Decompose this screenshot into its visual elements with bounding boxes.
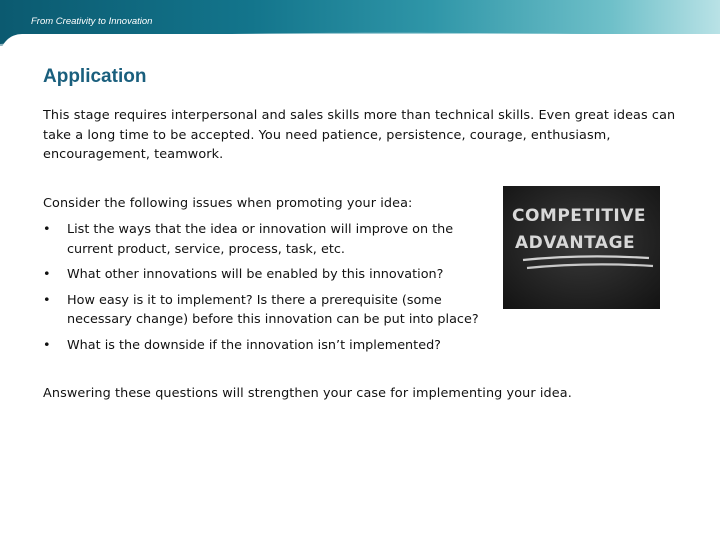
issues-list bbox=[43, 220, 493, 361]
list-item bbox=[43, 265, 493, 285]
list-item bbox=[43, 336, 493, 356]
chalk-line-1: COMPETITIVE bbox=[512, 206, 647, 226]
lead-paragraph: Consider the following issues when promoting your idea: bbox=[43, 196, 413, 211]
slide-title: Application bbox=[43, 66, 147, 87]
list-item-text: How easy is it to implement? Is there a prerequisite (some necessary change) before this innovation can be put into place? bbox=[67, 292, 479, 327]
list-item-text: What is the downside if the innovation isn’t implemented? bbox=[67, 337, 441, 353]
list-item bbox=[43, 220, 493, 259]
list-item-text: What other innovations will be enabled by this innovation? bbox=[67, 267, 444, 282]
bullet-icon: • bbox=[43, 222, 51, 237]
bullet-icon: • bbox=[43, 267, 51, 282]
bullet-icon: • bbox=[43, 292, 51, 308]
chalk-line-2: ADVANTAGE bbox=[515, 233, 636, 253]
list-item bbox=[43, 291, 493, 330]
intro-paragraph: This stage requires interpersonal and sales skills more than technical skills. Even great ideas can take a long time to be accepted. You need patience, persistence, courage, enthusiasm, encouragement, teamwork. bbox=[43, 108, 676, 162]
header-subtitle: From Creativity to Innovation bbox=[31, 16, 153, 27]
closing-paragraph: Answering these questions will strengthen your case for implementing your idea. bbox=[43, 386, 572, 401]
chalkboard-graphic bbox=[503, 186, 660, 309]
chalkboard-image bbox=[503, 186, 660, 309]
list-item-text: List the ways that the idea or innovation will improve on the current product, service, process, task, etc. bbox=[67, 222, 454, 257]
bullet-icon: • bbox=[43, 337, 51, 353]
